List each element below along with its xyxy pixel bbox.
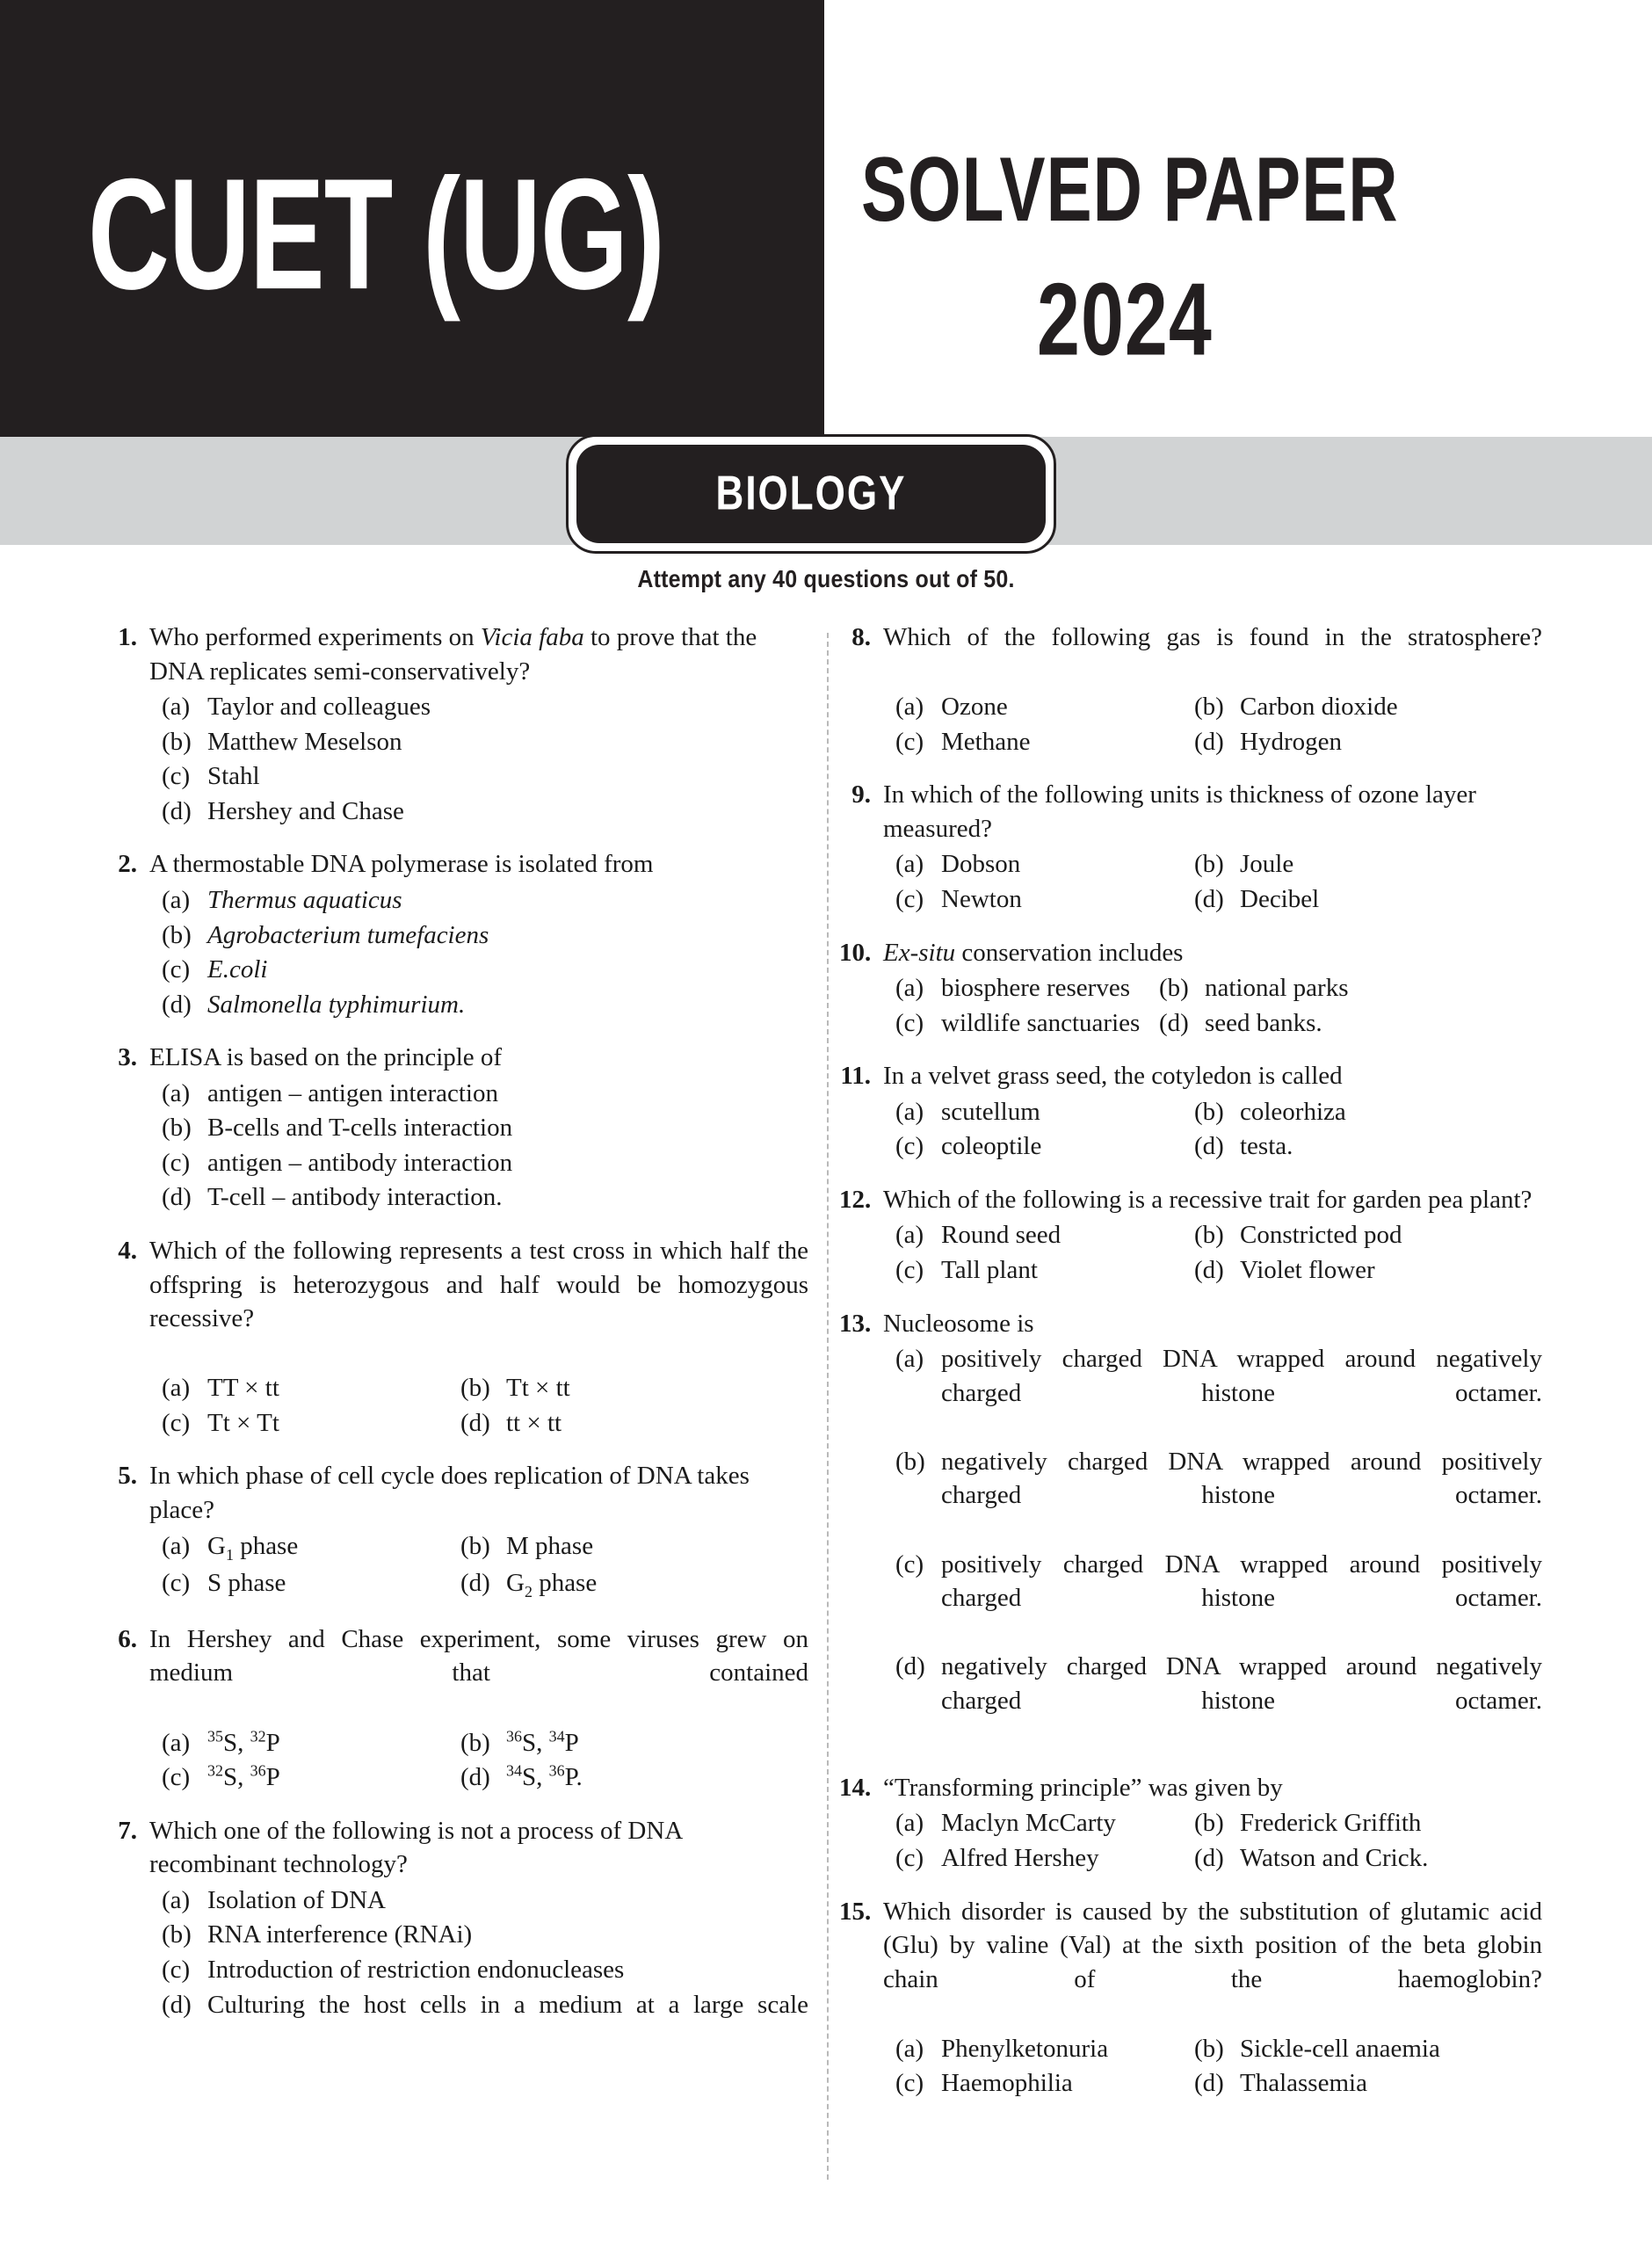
answer-option[interactable]: [162, 1953, 808, 1987]
option-label: (a): [895, 974, 924, 1003]
question-header: [839, 621, 1542, 688]
question-header: [105, 847, 808, 882]
question-block: [839, 621, 1542, 758]
answer-option[interactable]: [895, 1806, 1194, 1840]
option-label: (c): [162, 1763, 191, 1792]
option-row: [895, 1006, 1542, 1041]
paper-label: SOLVED PAPER: [861, 137, 1399, 241]
answer-option[interactable]: [1194, 1253, 1542, 1288]
answer-option[interactable]: [1194, 1218, 1542, 1252]
option-list: [162, 690, 808, 828]
answer-option[interactable]: [895, 1218, 1194, 1252]
option-label: (b): [1194, 1221, 1224, 1250]
answer-option[interactable]: [895, 1095, 1194, 1129]
option-label: (b): [1194, 693, 1224, 722]
option-text: Introduction of restriction endonucleases: [207, 1955, 625, 1984]
option-row: [895, 882, 1542, 917]
italic-term: Ex-situ: [883, 938, 956, 967]
option-row: [895, 1841, 1542, 1876]
option-label: (a): [895, 1345, 924, 1374]
option-label: (c): [162, 1569, 191, 1598]
answer-option[interactable]: [1194, 1129, 1542, 1164]
question-text: A thermostable DNA polymerase is isolated from: [149, 850, 654, 879]
option-row: [162, 1726, 808, 1760]
question-header: [839, 1183, 1542, 1217]
question-text: Who performed experiments on Vicia faba to prove that the DNA replicates semi-conservatively?: [149, 623, 757, 686]
option-row: [162, 1371, 808, 1405]
question-header: [105, 1622, 808, 1724]
answer-option[interactable]: [460, 1406, 808, 1441]
option-label: (d): [1194, 1132, 1224, 1161]
subject-badge-inner: [576, 445, 1046, 543]
option-label: (a): [895, 1221, 924, 1250]
question-text: Which of the following represents a test cross in which half the offspring is heterozygous and half would be homozygous recessive?: [149, 1237, 808, 1333]
option-label: (d): [162, 990, 192, 1019]
question-number: 11.: [840, 1062, 871, 1091]
option-text: antigen – antibody interaction: [207, 1148, 513, 1177]
question-block: [839, 1307, 1542, 1752]
option-label: (c): [162, 955, 191, 984]
option-label: (a): [895, 850, 924, 879]
option-label: (b): [460, 1728, 490, 1757]
answer-option[interactable]: [1194, 725, 1542, 759]
option-text: Alfred Hershey: [941, 1844, 1099, 1872]
option-label: (d): [1194, 727, 1224, 756]
option-list: [162, 1529, 808, 1603]
option-label: (a): [162, 1078, 191, 1107]
option-text: $G_1$ phase: [207, 1531, 299, 1564]
option-row: [162, 1566, 808, 1603]
option-text: Taylor and colleagues: [207, 693, 431, 722]
answer-option[interactable]: [1194, 1841, 1542, 1876]
answer-option[interactable]: [162, 725, 808, 759]
option-list: [895, 971, 1542, 1040]
answer-option[interactable]: [895, 1650, 1542, 1752]
option-label: (b): [162, 1920, 192, 1949]
option-row: [895, 2032, 1542, 2066]
italic-term: Vicia faba: [480, 623, 584, 651]
option-text: S phase: [207, 1569, 286, 1598]
answer-option[interactable]: [895, 1548, 1542, 1650]
question-number: 4.: [118, 1237, 137, 1265]
option-label: (a): [895, 1809, 924, 1838]
option-text: Newton: [941, 884, 1022, 913]
option-text: negatively charged DNA wrapped around positively charged histone octamer.: [941, 1447, 1542, 1510]
question-number: 9.: [851, 780, 871, 809]
answer-option[interactable]: [162, 1146, 808, 1180]
option-row: [895, 971, 1542, 1005]
answer-option[interactable]: [895, 2066, 1194, 2101]
exam-title: CUET (UG): [88, 147, 664, 323]
question-text: Which of the following is a recessive trait for garden pea plant?: [883, 1185, 1532, 1214]
option-label: (a): [162, 885, 191, 914]
answer-option[interactable]: [162, 1371, 460, 1405]
option-list: [895, 1806, 1542, 1875]
answer-option[interactable]: [162, 1726, 460, 1760]
option-label: (b): [1194, 1097, 1224, 1126]
question-header: [839, 936, 1542, 970]
question-number: 2.: [118, 850, 137, 879]
option-label: (c): [895, 1256, 924, 1284]
answer-option[interactable]: [162, 795, 808, 829]
answer-option[interactable]: [162, 1760, 460, 1795]
option-text: seed banks.: [1205, 1008, 1322, 1037]
option-text: Joule: [1240, 850, 1294, 879]
answer-option[interactable]: [1194, 847, 1542, 882]
question-text: Which one of the following is not a process of DNA recombinant technology?: [149, 1816, 682, 1879]
option-text: positively charged DNA wrapped around positively charged histone octamer.: [941, 1550, 1542, 1613]
option-list: [895, 1095, 1542, 1164]
option-row: [895, 847, 1542, 882]
question-text: In Hershey and Chase experiment, some viruses grew on medium that contained: [149, 1624, 808, 1688]
option-label: (c): [895, 1132, 924, 1161]
question-block: [839, 1895, 1542, 2101]
answer-option[interactable]: [895, 847, 1194, 882]
answer-option[interactable]: [895, 1129, 1194, 1164]
option-text: Methane: [941, 727, 1031, 756]
option-list: [162, 1077, 808, 1215]
option-label: (c): [895, 2069, 924, 2098]
question-number: 13.: [839, 1309, 872, 1338]
option-label: (d): [460, 1763, 490, 1792]
option-text: Tt × tt: [506, 1374, 570, 1403]
question-number: 12.: [839, 1185, 872, 1214]
question-column-right: [839, 621, 1542, 2120]
option-list: [162, 1726, 808, 1795]
option-label: (d): [460, 1569, 490, 1598]
option-text: Sickle-cell anaemia: [1240, 2034, 1440, 2063]
question-text: In which of the following units is thickness of ozone layer measured?: [883, 780, 1476, 843]
answer-option[interactable]: [895, 1253, 1194, 1288]
subject-badge: [566, 434, 1056, 554]
question-block: [105, 1041, 808, 1215]
answer-option[interactable]: [460, 1371, 808, 1405]
question-block: [839, 1771, 1542, 1876]
option-label: (d): [1159, 1008, 1189, 1037]
question-text: ELISA is based on the principle of: [149, 1043, 503, 1072]
answer-option[interactable]: [162, 953, 808, 987]
option-text: RNA interference (RNAi): [207, 1920, 473, 1949]
question-header: [105, 1459, 808, 1527]
option-text: Violet flower: [1240, 1256, 1375, 1284]
question-text: In which phase of cell cycle does replication of DNA takes place?: [149, 1462, 750, 1524]
answer-option[interactable]: [162, 1111, 808, 1145]
question-header: [105, 1814, 808, 1882]
option-list: [895, 690, 1542, 758]
option-label: (d): [162, 796, 192, 825]
option-label: (d): [162, 1183, 192, 1212]
option-label: (b): [895, 1447, 925, 1476]
answer-option[interactable]: [1159, 1006, 1542, 1041]
option-text: negatively charged DNA wrapped around negatively charged histone octamer.: [941, 1652, 1542, 1715]
answer-option[interactable]: [162, 759, 808, 794]
answer-option[interactable]: [162, 1180, 808, 1215]
option-text: $^{34}$S, $^{36}$P.: [506, 1761, 583, 1792]
answer-option[interactable]: [162, 1883, 808, 1918]
question-number: 5.: [118, 1462, 137, 1491]
option-label: (c): [162, 1408, 191, 1437]
option-text: T-cell – antibody interaction.: [207, 1183, 503, 1212]
answer-option[interactable]: [895, 1342, 1542, 1444]
option-label: (d): [895, 1652, 925, 1681]
question-block: [105, 1459, 808, 1603]
option-row: [895, 690, 1542, 724]
answer-option[interactable]: [895, 882, 1194, 917]
option-text: Tt × Tt: [207, 1408, 279, 1437]
option-label: (d): [460, 1408, 490, 1437]
option-text: M phase: [506, 1531, 594, 1560]
option-row: [895, 1253, 1542, 1288]
option-list: [895, 847, 1542, 916]
option-list: [162, 1883, 808, 2056]
option-label: (a): [895, 693, 924, 722]
option-text: Maclyn McCarty: [941, 1809, 1116, 1838]
option-label: (c): [895, 884, 924, 913]
answer-option[interactable]: [1159, 971, 1542, 1005]
option-label: (b): [162, 727, 192, 756]
answer-option[interactable]: [895, 1006, 1159, 1041]
question-header: [839, 1895, 1542, 2030]
option-row: [895, 2066, 1542, 2101]
option-text: Matthew Meselson: [207, 727, 402, 756]
answer-option[interactable]: [162, 883, 808, 918]
question-number: 10.: [839, 938, 872, 967]
answer-option[interactable]: [895, 1445, 1542, 1547]
answer-option[interactable]: [162, 690, 808, 724]
option-label: (c): [895, 1844, 924, 1872]
option-row: [895, 1129, 1542, 1164]
option-label: (b): [1194, 850, 1224, 879]
instruction-text: Attempt any 40 questions out of 50.: [637, 565, 1015, 593]
option-text: Phenylketonuria: [941, 2034, 1109, 2063]
option-text: Hydrogen: [1240, 727, 1342, 756]
option-text: Constricted pod: [1240, 1221, 1402, 1250]
option-text: biosphere reserves: [941, 974, 1130, 1003]
question-number: 7.: [118, 1816, 137, 1845]
option-row: [162, 1529, 808, 1566]
answer-option[interactable]: [460, 1566, 808, 1603]
answer-option[interactable]: [162, 918, 808, 953]
question-number: 6.: [118, 1624, 137, 1653]
option-text: E.coli: [207, 955, 268, 984]
option-label: (c): [162, 762, 191, 791]
question-number: 1.: [118, 623, 137, 651]
option-text: Carbon dioxide: [1240, 693, 1398, 722]
option-label: (c): [895, 1550, 924, 1579]
option-text: Frederick Griffith: [1240, 1809, 1422, 1838]
question-column-left: [105, 621, 808, 2075]
option-label: (a): [162, 693, 191, 722]
option-row: [895, 725, 1542, 759]
option-text: Dobson: [941, 850, 1021, 879]
option-row: [895, 1095, 1542, 1129]
option-text: Salmonella typhimurium.: [207, 990, 466, 1019]
option-label: (d): [1194, 1256, 1224, 1284]
option-list: [895, 2032, 1542, 2101]
question-block: [839, 778, 1542, 916]
answer-option[interactable]: [895, 1841, 1194, 1876]
option-label: (b): [1194, 2034, 1224, 2063]
option-label: (b): [162, 920, 192, 949]
option-text: Round seed: [941, 1221, 1061, 1250]
answer-option[interactable]: [460, 1726, 808, 1760]
subject-badge-label: BIOLOGY: [715, 466, 907, 520]
question-block: [105, 1234, 808, 1440]
answer-option[interactable]: [895, 971, 1159, 1005]
answer-option[interactable]: [1194, 1095, 1542, 1129]
question-columns: [0, 621, 1652, 2203]
option-text: Thalassemia: [1240, 2069, 1367, 2098]
answer-option[interactable]: [895, 725, 1194, 759]
masthead: [0, 0, 1652, 437]
option-list: [895, 1218, 1542, 1287]
option-row: [895, 1806, 1542, 1840]
question-block: [105, 1814, 808, 2056]
option-text: Thermus aquaticus: [207, 885, 402, 914]
option-row: [162, 1406, 808, 1441]
option-label: (c): [162, 1148, 191, 1177]
option-label: (c): [895, 727, 924, 756]
option-text: $^{35}$S, $^{32}$P: [207, 1726, 280, 1757]
question-text: “Transforming principle” was given by: [883, 1773, 1283, 1802]
option-text: Culturing the host cells in a medium at a large scale: [207, 1990, 808, 2019]
question-number: 15.: [839, 1897, 872, 1926]
answer-option[interactable]: [162, 1988, 808, 2056]
question-text: Nucleosome is: [883, 1309, 1034, 1338]
option-label: (a): [162, 1885, 191, 1914]
option-text: coleorhiza: [1240, 1097, 1346, 1126]
question-number: 3.: [118, 1043, 137, 1072]
question-header: [839, 1307, 1542, 1341]
option-label: (a): [162, 1374, 191, 1403]
question-block: [105, 1622, 808, 1795]
question-block: [839, 936, 1542, 1041]
answer-option[interactable]: [162, 1077, 808, 1111]
column-divider: [827, 633, 829, 2180]
option-text: scutellum: [941, 1097, 1040, 1126]
option-text: B-cells and T-cells interaction: [207, 1114, 513, 1143]
option-label: (b): [460, 1531, 490, 1560]
question-number: 14.: [839, 1773, 872, 1802]
option-text: TT × tt: [207, 1374, 279, 1403]
question-header: [105, 1234, 808, 1369]
answer-option[interactable]: [1194, 882, 1542, 917]
answer-option[interactable]: [1194, 2032, 1542, 2066]
option-label: (b): [162, 1114, 192, 1143]
question-block: [105, 621, 808, 828]
answer-option[interactable]: [162, 1566, 460, 1600]
answer-option[interactable]: [162, 1529, 460, 1566]
option-text: Decibel: [1240, 884, 1320, 913]
option-label: (a): [895, 1097, 924, 1126]
answer-option[interactable]: [460, 1529, 808, 1564]
question-block: [105, 847, 808, 1021]
answer-option[interactable]: [895, 2032, 1194, 2066]
option-text: testa.: [1240, 1132, 1293, 1161]
answer-option[interactable]: [162, 1918, 808, 1952]
question-header: [839, 1771, 1542, 1805]
answer-option[interactable]: [895, 690, 1194, 724]
option-text: Tall plant: [941, 1256, 1038, 1284]
option-label: (c): [895, 1008, 924, 1037]
paper-year: 2024: [1037, 261, 1213, 377]
option-label: (b): [1194, 1809, 1224, 1838]
option-label: (a): [162, 1531, 191, 1560]
option-text: tt × tt: [506, 1408, 562, 1437]
question-block: [839, 1059, 1542, 1164]
option-text: national parks: [1205, 974, 1349, 1003]
option-text: $^{32}$S, $^{36}$P: [207, 1761, 280, 1792]
answer-option[interactable]: [1194, 2066, 1542, 2101]
option-label: (d): [1194, 1844, 1224, 1872]
option-row: [162, 1760, 808, 1795]
question-text: Which disorder is caused by the substitution of glutamic acid (Glu) by valine (Val) at the sixth position of the beta globin chain of the haemoglobin?: [883, 1897, 1542, 1993]
question-header: [839, 778, 1542, 846]
option-text: Isolation of DNA: [207, 1885, 386, 1914]
option-label: (a): [895, 2034, 924, 2063]
option-text: Stahl: [207, 762, 260, 791]
option-text: coleoptile: [941, 1132, 1042, 1161]
option-label: (d): [162, 1990, 192, 2019]
question-number: 8.: [851, 623, 871, 651]
option-text: antigen – antigen interaction: [207, 1078, 498, 1107]
option-text: positively charged DNA wrapped around negatively charged histone octamer.: [941, 1345, 1542, 1407]
answer-option[interactable]: [162, 988, 808, 1022]
option-label: (d): [1194, 884, 1224, 913]
question-header: [105, 1041, 808, 1075]
option-text: $G_2$ phase: [506, 1569, 598, 1600]
option-text: Hershey and Chase: [207, 796, 404, 825]
option-text: Agrobacterium tumefaciens: [207, 920, 489, 949]
question-text: Which of the following gas is found in the stratosphere?: [883, 623, 1542, 651]
answer-option[interactable]: [1194, 1806, 1542, 1840]
option-list: [162, 883, 808, 1021]
option-text: Haemophilia: [941, 2069, 1073, 2098]
answer-option[interactable]: [460, 1760, 808, 1795]
option-label: (c): [162, 1955, 191, 1984]
question-block: [839, 1183, 1542, 1288]
option-label: (b): [460, 1374, 490, 1403]
option-label: (b): [1159, 974, 1189, 1003]
option-text: $^{36}$S, $^{34}$P: [506, 1726, 579, 1757]
answer-option[interactable]: [162, 1406, 460, 1441]
option-text: wildlife sanctuaries: [941, 1008, 1141, 1037]
option-text: Watson and Crick.: [1240, 1844, 1429, 1872]
option-label: (d): [1194, 2069, 1224, 2098]
answer-option[interactable]: [1194, 690, 1542, 724]
question-header: [105, 621, 808, 688]
question-text: Ex-situ conservation includes: [883, 938, 1184, 967]
question-header: [839, 1059, 1542, 1093]
question-text: In a velvet grass seed, the cotyledon is called: [883, 1062, 1343, 1091]
option-text: Ozone: [941, 693, 1008, 722]
option-row: [895, 1218, 1542, 1252]
option-list: [162, 1371, 808, 1440]
option-label: (a): [162, 1728, 191, 1757]
option-list: [895, 1342, 1542, 1752]
